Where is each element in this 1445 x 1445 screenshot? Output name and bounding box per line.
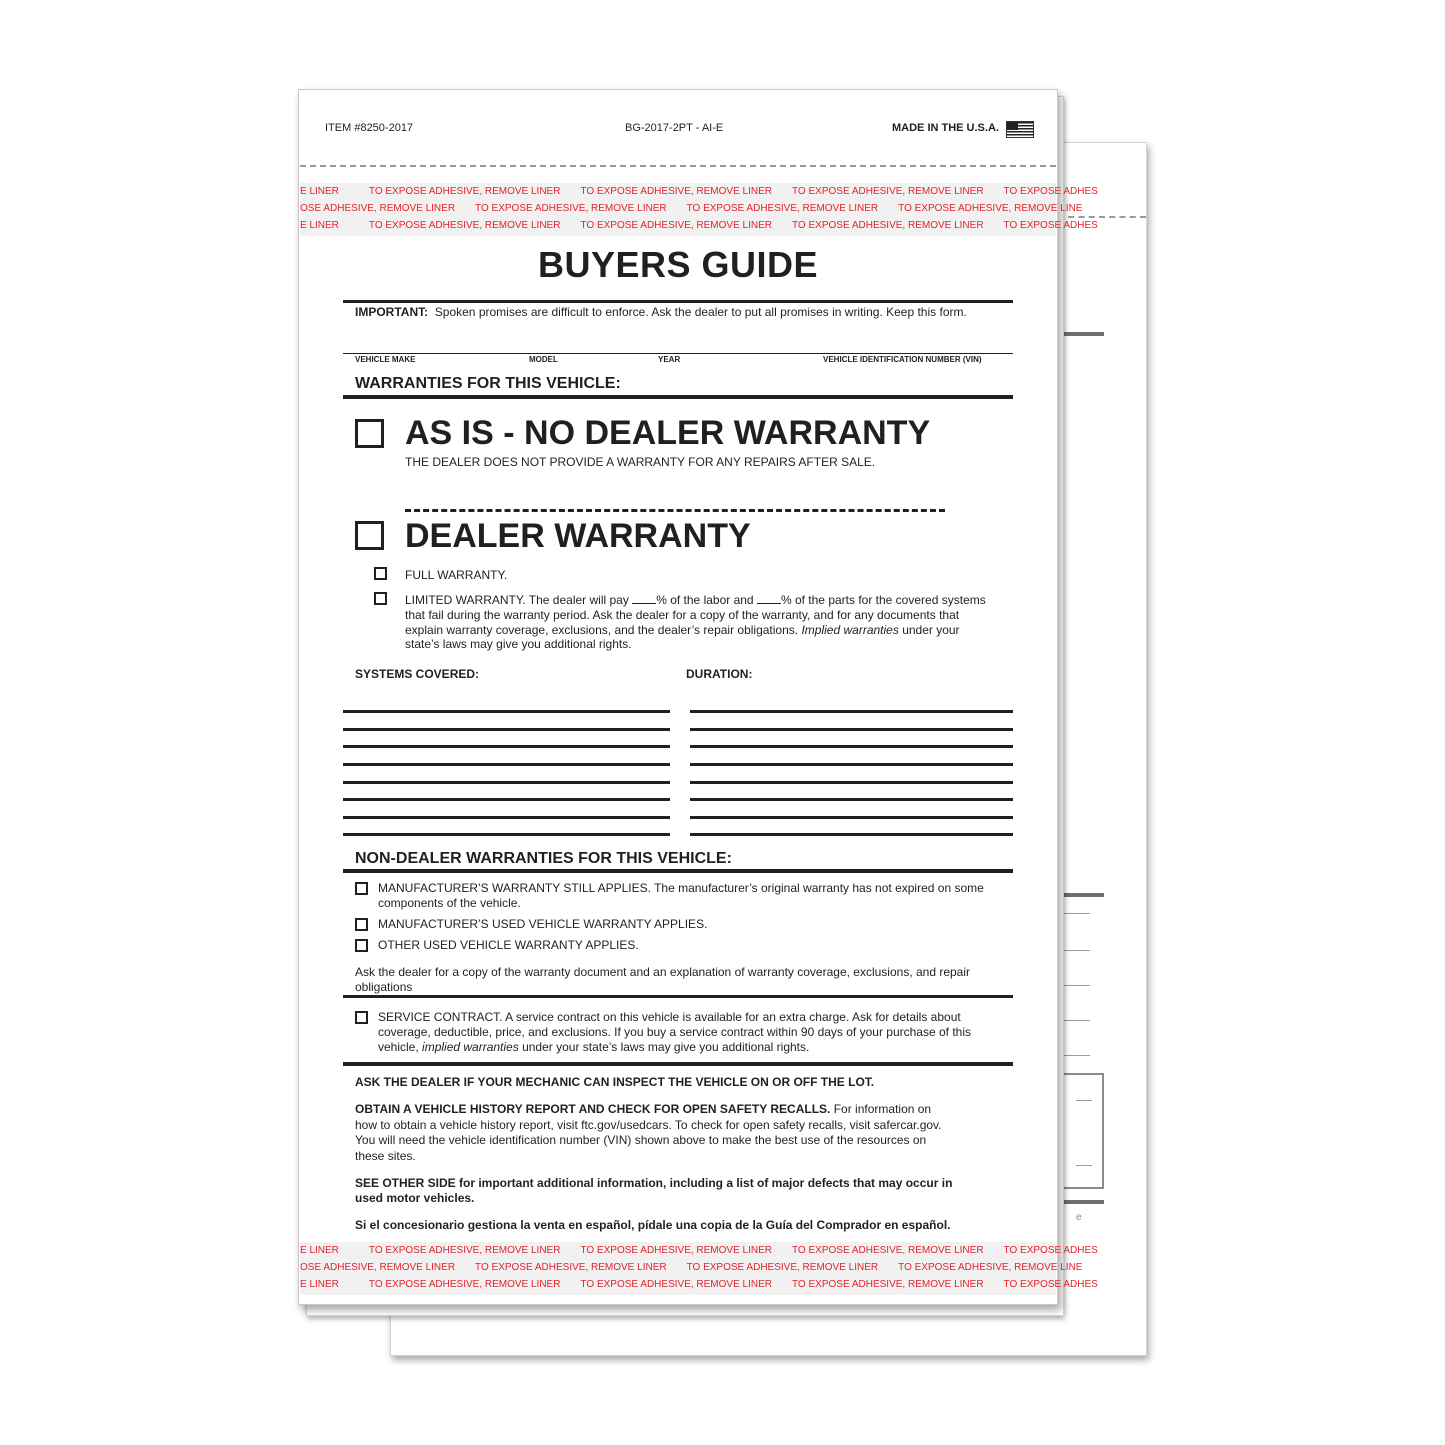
- back-sheet-rule: [1058, 1200, 1104, 1204]
- warranty-document-note: Ask the dealer for a copy of the warranty document and an explanation of warranty coverage, exclusions, and repair obligations: [355, 965, 971, 994]
- adhesive-liner-bottom[interactable]: [300, 1242, 1098, 1295]
- adhesive-liner-top[interactable]: [300, 183, 1098, 236]
- back-sheet-line: [1062, 985, 1090, 986]
- back-sheet-rule: [1058, 893, 1104, 897]
- duration-line[interactable]: [690, 728, 1013, 731]
- non-dealer-heading: NON-DEALER WARRANTIES FOR THIS VEHICLE:: [355, 850, 732, 867]
- form-code: BG-2017-2PT - AI-E: [625, 122, 724, 134]
- title-rule: [343, 300, 1013, 303]
- back-sheet-rule: [1058, 332, 1104, 336]
- made-in-usa: MADE IN THE U.S.A.: [892, 122, 999, 134]
- back-sheet-line: [1062, 950, 1090, 951]
- liner-row: E LINER TO EXPOSE ADHESIVE, REMOVE LINER TO EXPOSE ADHESIVE, REMOVE LINER TO EXPOSE ADHESIVE, REMOVE LINER TO EXPOSE ADHES: [300, 1245, 1098, 1256]
- warranties-heading: WARRANTIES FOR THIS VEHICLE:: [355, 375, 621, 392]
- systems-covered-line[interactable]: [343, 798, 670, 801]
- duration-line[interactable]: [690, 798, 1013, 801]
- year-label: YEAR: [658, 355, 681, 364]
- service-contract-checkbox[interactable]: [355, 1011, 368, 1024]
- duration-line[interactable]: [690, 763, 1013, 766]
- labor-percent-field[interactable]: [632, 603, 656, 604]
- full-warranty-checkbox[interactable]: [374, 567, 387, 580]
- systems-covered-line[interactable]: [343, 710, 670, 713]
- vin-label: VEHICLE IDENTIFICATION NUMBER (VIN): [823, 355, 982, 364]
- back-sheet-perforation: [1058, 216, 1146, 218]
- systems-covered-line[interactable]: [343, 816, 670, 819]
- spanish-note: Si el concesionario gestiona la venta en español, pídale una copia de la Guía del Comprador en español.: [355, 1218, 951, 1232]
- manufacturer-warranty-checkbox[interactable]: [355, 882, 368, 895]
- limited-warranty-text: LIMITED WARRANTY. The dealer will pay % of the labor and % of the parts for the covered systems that fail during the warranty period. Ask the dealer for a copy of the warranty, and for any documents that explain warranty coverage, exclusions, and the dealer’s repair obligations. Implied warranties under your state’s laws may give you additional rights.: [405, 593, 986, 652]
- manufacturer-used-warranty-label: MANUFACTURER’S USED VEHICLE WARRANTY APPLIES.: [378, 917, 708, 931]
- duration-line[interactable]: [690, 833, 1013, 836]
- other-used-warranty-checkbox[interactable]: [355, 939, 368, 952]
- dealer-warranty-checkbox[interactable]: [355, 521, 384, 550]
- liner-row: E LINER TO EXPOSE ADHESIVE, REMOVE LINER TO EXPOSE ADHESIVE, REMOVE LINER TO EXPOSE ADHESIVE, REMOVE LINER TO EXPOSE ADHES: [300, 1279, 1098, 1290]
- important-note: IMPORTANT: Spoken promises are difficult to enforce. Ask the dealer to put all promises in writing. Keep this form.: [355, 305, 967, 319]
- service-contract-text: SERVICE CONTRACT. A service contract on this vehicle is available for an extra charge. Ask for details about coverage, deductible, price, and exclusions. If you buy a service contract within 90 days of your purchase of this vehicle, implied warranties under your state’s laws may give you additional rights.: [378, 1010, 971, 1054]
- dealer-warranty-title: DEALER WARRANTY: [405, 517, 751, 555]
- liner-row: OSE ADHESIVE, REMOVE LINER TO EXPOSE ADHESIVE, REMOVE LINER TO EXPOSE ADHESIVE, REMOVE LINER TO EXPOSE ADHESIVE, REMOVE LINE: [300, 1262, 1083, 1273]
- back-sheet-box: [1058, 1073, 1104, 1189]
- limited-warranty-checkbox[interactable]: [374, 592, 387, 605]
- back-sheet-line: [1062, 1055, 1090, 1056]
- back-sheet-letter: e: [1076, 1212, 1082, 1223]
- duration-line[interactable]: [690, 745, 1013, 748]
- other-used-warranty-label: OTHER USED VEHICLE WARRANTY APPLIES.: [378, 938, 639, 952]
- section-rule: [343, 995, 1013, 998]
- back-sheet-line: [1062, 913, 1090, 914]
- manufacturer-used-warranty-checkbox[interactable]: [355, 918, 368, 931]
- systems-covered-line[interactable]: [343, 728, 670, 731]
- option-divider: [405, 509, 945, 512]
- see-other-side-note: SEE OTHER SIDE for important additional information, including a list of major defects that may occur in used motor vehicles.: [355, 1176, 953, 1205]
- vehicle-info-line[interactable]: [343, 353, 1013, 354]
- back-sheet-line: [1062, 1020, 1090, 1021]
- liner-row: E LINER TO EXPOSE ADHESIVE, REMOVE LINER TO EXPOSE ADHESIVE, REMOVE LINER TO EXPOSE ADHESIVE, REMOVE LINER TO EXPOSE ADHES: [300, 220, 1098, 231]
- duration-line[interactable]: [690, 710, 1013, 713]
- liner-row: E LINER TO EXPOSE ADHESIVE, REMOVE LINER TO EXPOSE ADHESIVE, REMOVE LINER TO EXPOSE ADHESIVE, REMOVE LINER TO EXPOSE ADHES: [300, 186, 1098, 197]
- systems-covered-line[interactable]: [343, 833, 670, 836]
- as-is-title: AS IS - NO DEALER WARRANTY: [405, 414, 931, 452]
- model-label: MODEL: [529, 355, 558, 364]
- systems-covered-line[interactable]: [343, 781, 670, 784]
- section-rule: [343, 869, 1013, 873]
- form-title: BUYERS GUIDE: [537, 244, 819, 285]
- systems-covered-label: SYSTEMS COVERED:: [355, 667, 480, 681]
- item-number: ITEM #8250-2017: [325, 122, 414, 134]
- duration-line[interactable]: [690, 816, 1013, 819]
- systems-covered-line[interactable]: [343, 745, 670, 748]
- systems-covered-line[interactable]: [343, 763, 670, 766]
- perforation-line: [300, 165, 1056, 167]
- as-is-subtitle: THE DEALER DOES NOT PROVIDE A WARRANTY FOR ANY REPAIRS AFTER SALE.: [405, 455, 876, 469]
- as-is-checkbox[interactable]: [355, 419, 384, 448]
- section-rule: [343, 1062, 1013, 1066]
- parts-percent-field[interactable]: [757, 603, 781, 604]
- duration-line[interactable]: [690, 781, 1013, 784]
- vehicle-make-label: VEHICLE MAKE: [355, 355, 416, 364]
- mechanic-note: ASK THE DEALER IF YOUR MECHANIC CAN INSPECT THE VEHICLE ON OR OFF THE LOT.: [355, 1075, 875, 1089]
- full-warranty-label: FULL WARRANTY.: [405, 568, 508, 582]
- back-sheet-line: [1076, 1165, 1092, 1166]
- manufacturer-warranty-text: MANUFACTURER’S WARRANTY STILL APPLIES. The manufacturer’s original warranty has not expired on some components of the vehicle.: [378, 881, 984, 910]
- history-report-note: OBTAIN A VEHICLE HISTORY REPORT AND CHECK FOR OPEN SAFETY RECALLS. For information on how to obtain a vehicle history report, visit ftc.gov/usedcars. To check for open safety recalls, visit safercar.gov. You will need the vehicle identification number (VIN) shown above to make the best use of the resources on these sites.: [355, 1102, 942, 1163]
- us-flag-icon: [1006, 121, 1034, 138]
- back-sheet-line: [1076, 1100, 1092, 1101]
- section-rule: [343, 395, 1013, 399]
- duration-label: DURATION:: [686, 667, 753, 681]
- liner-row: OSE ADHESIVE, REMOVE LINER TO EXPOSE ADHESIVE, REMOVE LINER TO EXPOSE ADHESIVE, REMOVE LINER TO EXPOSE ADHESIVE, REMOVE LINE: [300, 203, 1083, 214]
